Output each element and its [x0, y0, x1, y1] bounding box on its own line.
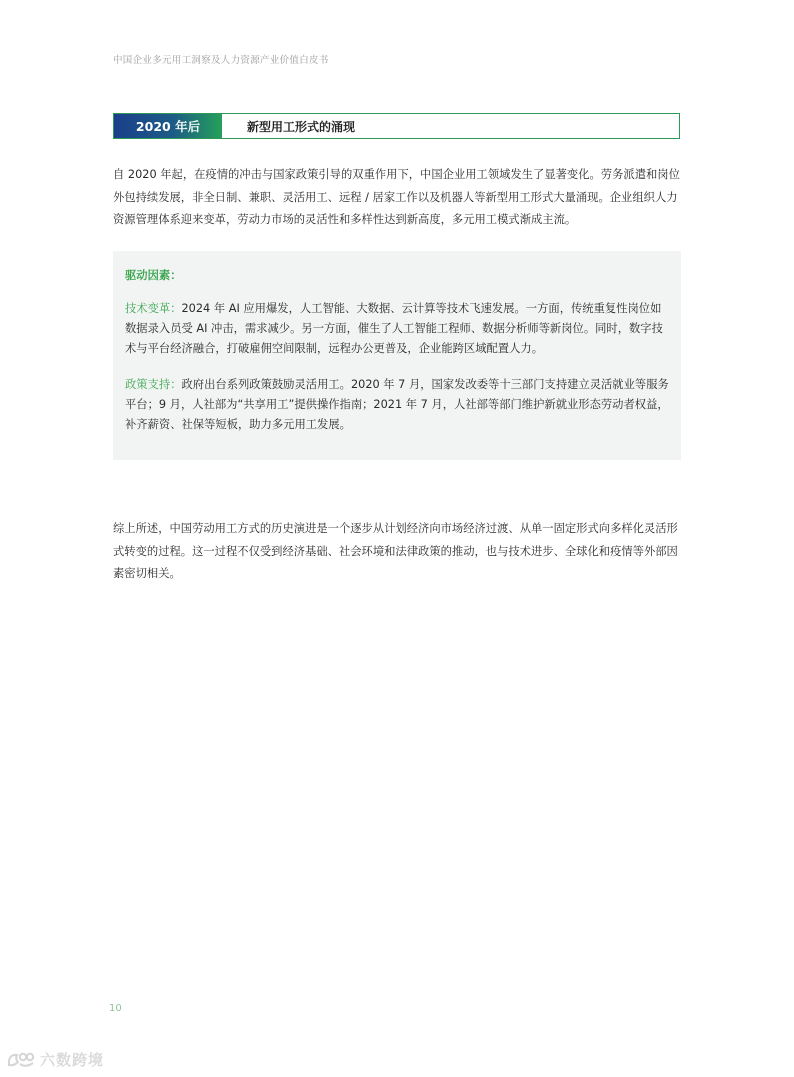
driving-factors-box: [113, 251, 681, 460]
running-header: 中国企业多元用工洞察及人力资源产业价值白皮书: [113, 55, 329, 66]
page-number: 10: [109, 1003, 122, 1014]
intro-paragraph: 自 2020 年起，在疫情的冲击与国家政策引导的双重作用下，中国企业用工领域发生了显著变化。劳务派遣和岗位外包持续发展，非全日制、兼职、灵活用工、远程 / 居家工作以及机器人等新型用工形式大量涌现。企业组织人力资源管理体系迎来变革，劳动力市场的灵活性和多样性达到新高度，多元用工模式渐成主流。: [113, 168, 680, 227]
factor-policy: [125, 375, 669, 435]
factor-text: 2024 年 AI 应用爆发，人工智能、大数据、云计算等技术飞速发展。一方面，传统重复性岗位如数据录入员受 AI 冲击，需求减少。另一方面，催生了人工智能工程师、数据分析师等新岗位。同时，数字技术与平台经济融合，打破雇佣空间限制，远程办公更普及，企业能跨区域配置人力。: [125, 302, 663, 355]
section-title: 新型用工形式的涌现: [247, 119, 356, 134]
section-heading-bar: [113, 113, 680, 139]
watermark-text: 六数跨境: [40, 1051, 105, 1069]
factor-label: 政策支持：: [125, 378, 182, 391]
factor-tech: [125, 299, 669, 359]
watermark-logo-icon: [6, 1050, 36, 1070]
factor-text: 政府出台系列政策鼓励灵活用工。2020 年 7 月，国家发改委等十三部门支持建立灵活就业等服务平台；9 月，人社部为“共享用工”提供操作指南；2021 年 7 月，人社部等部门维护新就业形态劳动者权益，补齐薪资、社保等短板，助力多元用工发展。: [125, 378, 669, 431]
factor-label: 技术变革：: [125, 302, 182, 315]
section-period-tag: 2020 年后: [114, 114, 222, 138]
driving-factors-heading: 驱动因素：: [125, 269, 182, 282]
watermark: [6, 1049, 104, 1070]
summary-paragraph: 综上所述，中国劳动用工方式的历史演进是一个逐步从计划经济向市场经济过渡、从单一固定形式向多样化灵活形式转变的过程。这一过程不仅受到经济基础、社会环境和法律政策的推动，也与技术进步、全球化和疫情等外部因素密切相关。: [113, 522, 678, 581]
